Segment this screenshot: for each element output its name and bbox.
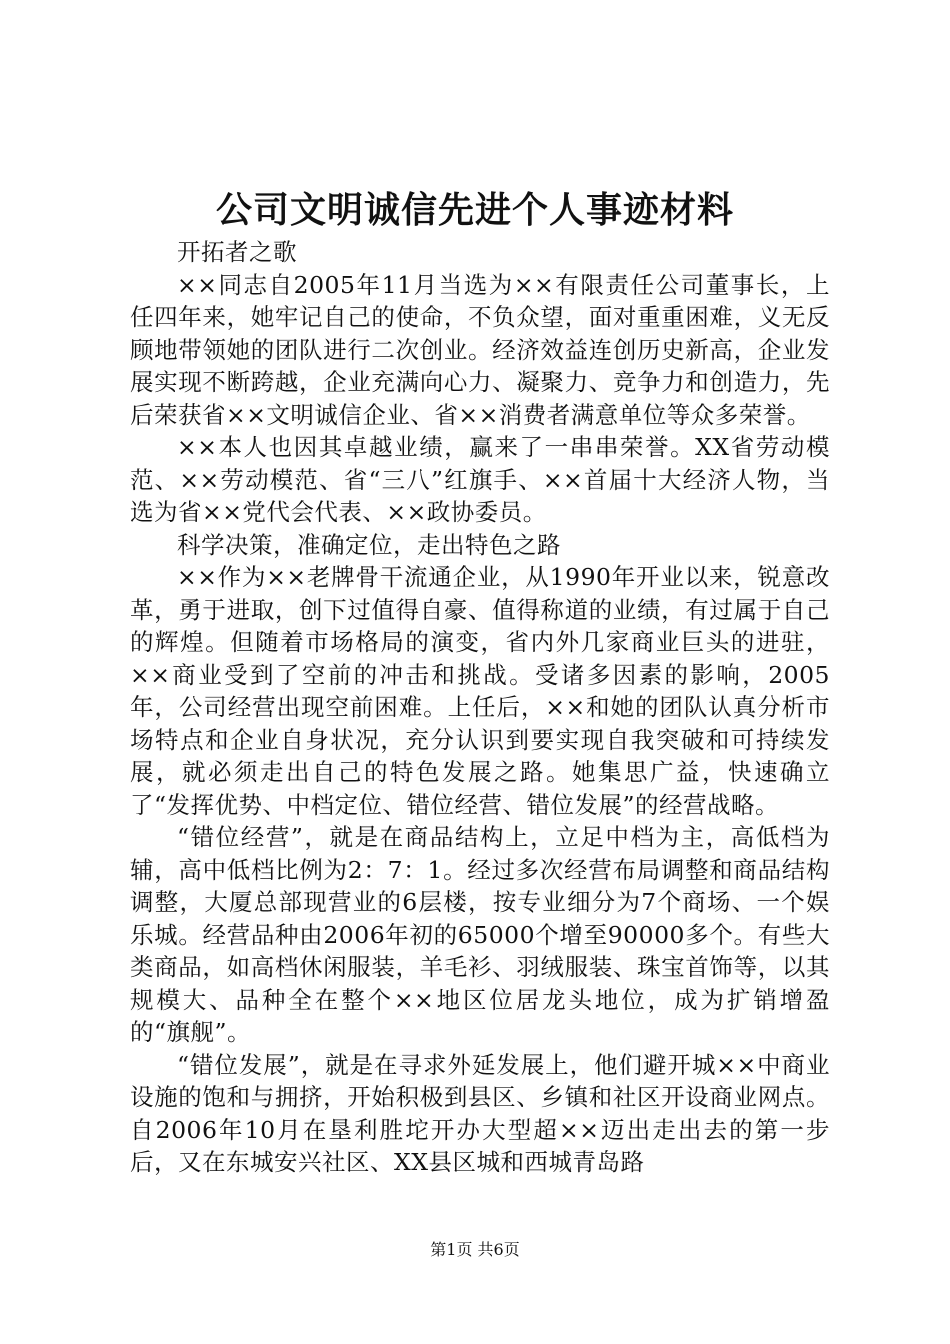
paragraph: ××作为××老牌骨干流通企业，从1990年开业以来，锐意改革，勇于进取，创下过值得自豪、值得称道的业绩，有过属于自己的辉煌。但随着市场格局的演变，省内外几家商业巨头的进驻，××商业受到了空前的冲击和挑战。受诸多因素的影响，2005年，公司经营出现空前困难。上任后，××和她的团队认真分析市场特点和企业自身状况，充分认识到要实现自我突破和可持续发展，就必须走出自己的特色发展之路。她集思广益，快速确立了“发挥优势、中档定位、错位经营、错位发展”的经营战略。 [130,563,830,819]
paragraph: ××本人也因其卓越业绩，赢来了一串串荣誉。XX省劳动模范、××劳动模范、省“三八”红旗手、××首届十大经济人物，当选为省××党代会代表、××政协委员。 [130,433,830,526]
section-heading: 科学决策，准确定位，走出特色之路 [177,530,561,559]
paragraph: ××同志自2005年11月当选为××有限责任公司董事长，上任四年来，她牢记自己的使命，不负众望，面对重重困难，义无反顾地带领她的团队进行二次创业。经济效益连创历史新高，企业发展实现不断跨越，企业充满向心力、凝聚力、竞争力和创造力，先后荣获省××文明诚信企业、省××消费者满意单位等众多荣誉。 [130,270,830,429]
document-title: 公司文明诚信先进个人事迹材料 [215,189,734,231]
page-number-footer: 第1页 共6页 [430,1240,520,1259]
document-body [130,236,830,1179]
paragraph: “错位发展”，就是在寻求外延发展上，他们避开城××中商业设施的饱和与拥挤，开始积极到县区、乡镇和社区开设商业网点。自2006年10月在垦利胜坨开办大型超××迈出走出去的第一步后，又在东城安兴社区、XX县区城和西城青岛路 [130,1050,830,1176]
paragraph: “错位经营”，就是在商品结构上，立足中档为主，高低档为辅，高中低档比例为2：7：1。经过多次经营布局调整和商品结构调整，大厦总部现营业的6层楼，按专业细分为7个商场、一个娱乐城。经营品种由2006年初的65000个增至90000多个。有些大类商品，如高档休闲服装，羊毛衫、羽绒服装、珠宝首饰等，以其规模大、品种全在整个××地区位居龙头地位，成为扩销增盈的“旗舰”。 [130,823,830,1046]
section-heading: 开拓者之歌 [177,238,297,266]
